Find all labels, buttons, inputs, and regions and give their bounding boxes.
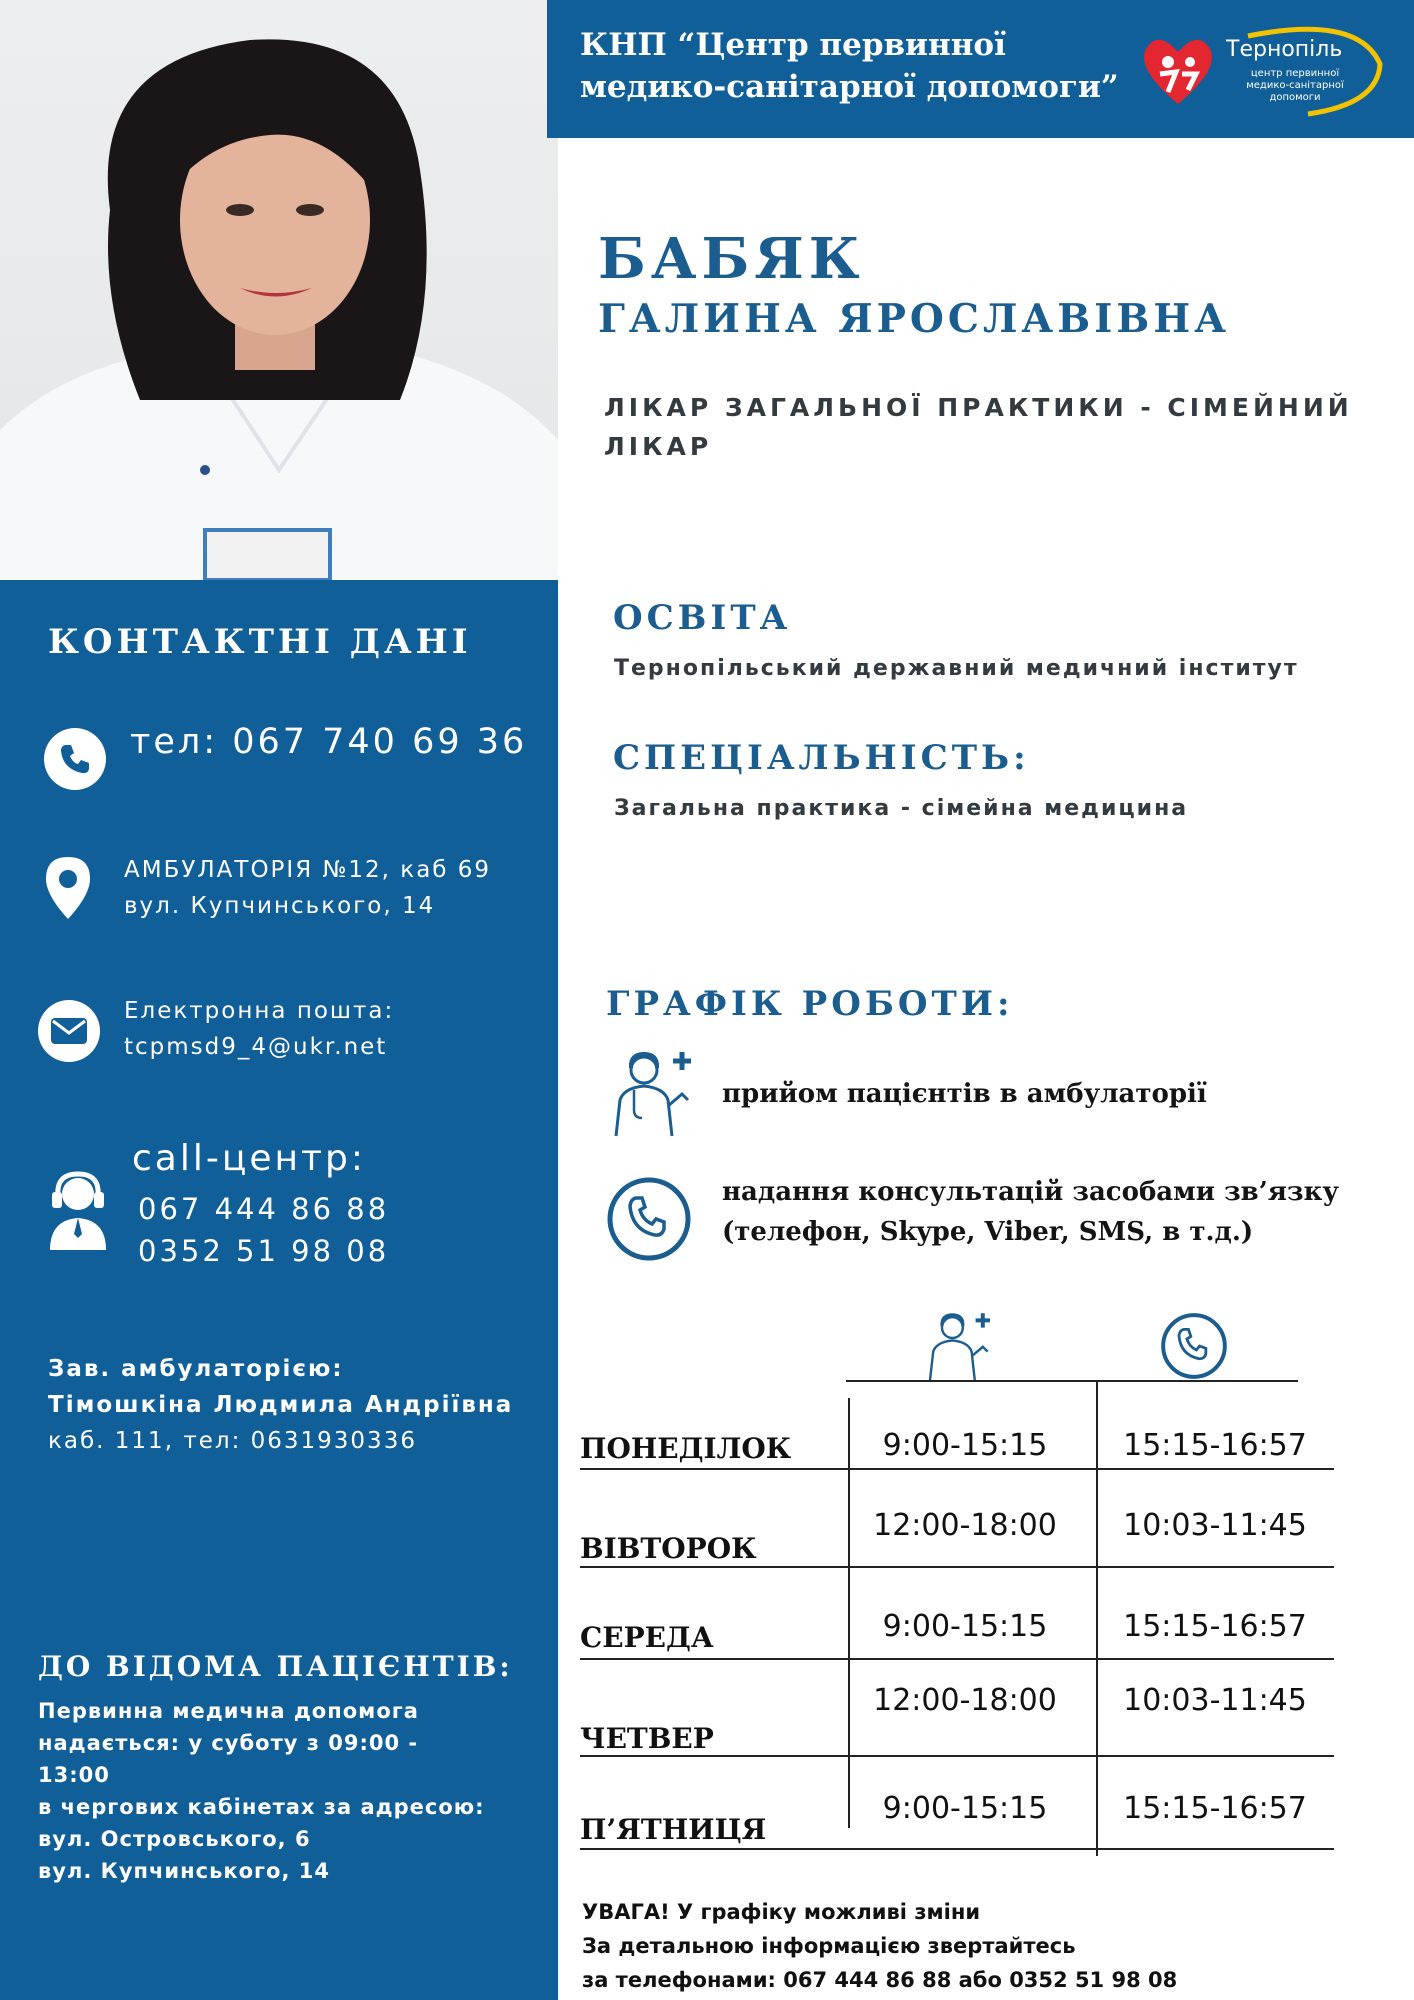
call-center-phone-1[interactable]: 067 444 86 88 bbox=[138, 1192, 390, 1226]
schedule-day: ВІВТОРОК bbox=[580, 1532, 757, 1565]
schedule-day: СЕРЕДА bbox=[580, 1621, 714, 1654]
address bbox=[124, 852, 491, 924]
warning-line2: За детальною інформацією звертайтесь bbox=[582, 1934, 1076, 1958]
call-center-operator-icon bbox=[46, 1168, 110, 1250]
schedule-in-person-time: 9:00-15:15 bbox=[882, 1791, 1048, 1826]
schedule-day: П’ЯТНИЦЯ bbox=[580, 1813, 767, 1846]
patients-notice-heading: ДО ВІДОМА ПАЦІЄНТІВ: bbox=[38, 1650, 513, 1683]
ambulatory-head-contact: каб. 111, тел: 0631930336 bbox=[48, 1428, 417, 1454]
call-center-label: call-центр: bbox=[132, 1138, 366, 1179]
logo-city-name: Тернопіль bbox=[1226, 37, 1343, 62]
doctor-position: ЛІКАР ЗАГАЛЬНОЇ ПРАКТИКИ - СІМЕЙНИЙ ЛІКАР bbox=[604, 393, 1353, 461]
table-doctor-icon bbox=[926, 1310, 998, 1382]
schedule-in-person-time: 9:00-15:15 bbox=[882, 1428, 1048, 1463]
education-value: Тернопільський державний медичний інститут bbox=[614, 656, 1299, 681]
phone-icon bbox=[44, 728, 106, 790]
warning-line3: за телефонами: 067 444 86 88 або 0352 51 98 08 bbox=[582, 1968, 1178, 1992]
patients-notice-line: вул. Купчинського, 14 bbox=[38, 1859, 330, 1883]
table-row-line bbox=[580, 1848, 1334, 1850]
table-row-line bbox=[580, 1468, 1334, 1470]
remote-consultations-line2: (телефон, Skype, Viber, SMS, в т.д.) bbox=[722, 1217, 1254, 1247]
location-pin-icon bbox=[44, 855, 92, 921]
schedule-in-person-time: 12:00-18:00 bbox=[873, 1683, 1057, 1718]
schedule-heading: ГРАФІК РОБОТИ: bbox=[606, 984, 1014, 1024]
schedule-in-person-time: 12:00-18:00 bbox=[873, 1508, 1057, 1543]
logo-subtitle: центр первинної медико-санітарної допомоги bbox=[1246, 68, 1344, 103]
specialty-heading: СПЕЦІАЛЬНІСТЬ: bbox=[613, 738, 1030, 778]
patients-notice-line: надається: у суботу з 09:00 - bbox=[38, 1731, 419, 1755]
ambulatory-head-name: Тімошкіна Людмила Андріївна bbox=[48, 1392, 514, 1418]
patients-notice-text bbox=[38, 1695, 485, 1887]
email-label: Електронна пошта: bbox=[124, 998, 395, 1024]
call-center-phone-2[interactable]: 0352 51 98 08 bbox=[138, 1234, 390, 1268]
patients-notice-line: Первинна медична допомога bbox=[38, 1699, 419, 1723]
doctor-photo bbox=[0, 0, 558, 580]
education-heading: ОСВІТА bbox=[613, 598, 792, 638]
table-row-line bbox=[580, 1566, 1334, 1568]
schedule-in-person-time: 9:00-15:15 bbox=[882, 1609, 1048, 1644]
phone-consultation-icon bbox=[606, 1176, 692, 1262]
organization-title-line1: КНП “Центр первинної bbox=[580, 27, 1006, 63]
table-phone-icon bbox=[1160, 1312, 1228, 1380]
in-person-appointments-label: прийом пацієнтів в амбулаторії bbox=[722, 1079, 1207, 1109]
schedule-remote-time: 15:15-16:57 bbox=[1123, 1609, 1307, 1644]
ambulatory-head-label: Зав. амбулаторією: bbox=[48, 1356, 344, 1382]
email-address[interactable]: tcpmsd9_4@ukr.net bbox=[124, 1034, 388, 1060]
remote-consultations-label bbox=[722, 1172, 1339, 1252]
patients-notice-line: в чергових кабінетах за адресою: bbox=[38, 1795, 485, 1819]
table-row-line bbox=[580, 1755, 1334, 1757]
organization-title-line2: медико-санітарної допомоги” bbox=[580, 69, 1119, 105]
schedule-change-warning bbox=[582, 1895, 1282, 1997]
schedule-day: ЧЕТВЕР bbox=[580, 1722, 714, 1755]
doctor-given-names: ГАЛИНА ЯРОСЛАВІВНА bbox=[598, 296, 1230, 342]
contacts-heading: КОНТАКТНІ ДАНІ bbox=[48, 622, 472, 662]
schedule-remote-time: 10:03-11:45 bbox=[1123, 1508, 1307, 1543]
patients-notice-line: вул. Островського, 6 bbox=[38, 1827, 311, 1851]
phone-number[interactable]: тел: 067 740 69 36 bbox=[130, 722, 528, 762]
ambulatory-head bbox=[48, 1351, 513, 1459]
remote-consultations-line1: надання консультацій засобами зв’язку bbox=[722, 1177, 1340, 1207]
call-center-phones bbox=[138, 1188, 389, 1272]
patients-notice-line: 13:00 bbox=[38, 1763, 110, 1787]
address-line2: вул. Купчинського, 14 bbox=[124, 893, 436, 919]
schedule-remote-time: 10:03-11:45 bbox=[1123, 1683, 1307, 1718]
doctor-surname: БАБЯК bbox=[598, 226, 865, 292]
schedule-day: ПОНЕДІЛОК bbox=[580, 1432, 792, 1465]
specialty-value: Загальна практика - сімейна медицина bbox=[614, 796, 1189, 821]
address-line1: АМБУЛАТОРІЯ №12, каб 69 bbox=[124, 857, 492, 883]
table-row-line bbox=[580, 1658, 1334, 1660]
table-header-line bbox=[846, 1380, 1298, 1382]
warning-line1: УВАГА! У графіку можливі зміни bbox=[582, 1900, 981, 1924]
doctor-icon bbox=[612, 1048, 700, 1138]
organization-title bbox=[580, 24, 1119, 108]
email-block bbox=[124, 993, 394, 1065]
doctor-portrait-illustration bbox=[0, 0, 558, 580]
schedule-remote-time: 15:15-16:57 bbox=[1123, 1791, 1307, 1826]
schedule-remote-time: 15:15-16:57 bbox=[1123, 1428, 1307, 1463]
email-icon bbox=[38, 1000, 100, 1062]
